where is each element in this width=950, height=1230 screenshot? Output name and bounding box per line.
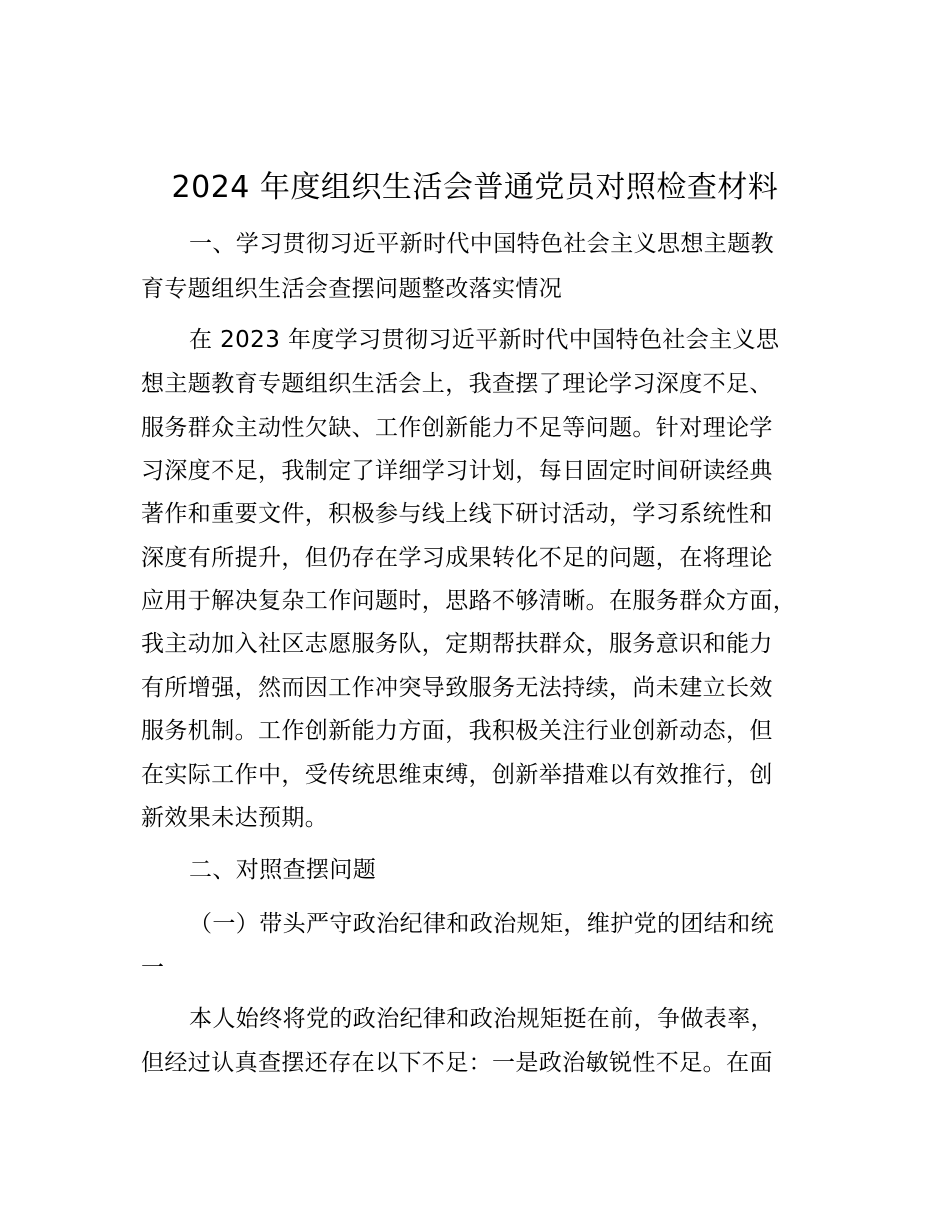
- paragraph-line: 本人始终将党的政治纪律和政治规矩挺在前，争做表率，: [189, 1006, 774, 1032]
- paragraph-line: 服务机制。工作创新能力方面，我积极关注行业创新动态，但: [141, 718, 773, 744]
- paragraph-line: 有所增强，然而因工作冲突导致服务无法持续，尚未建立长效: [141, 675, 773, 701]
- paragraph-line: 应用于解决复杂工作问题时，思路不够清晰。在服务群众方面，: [141, 588, 797, 614]
- paragraph-line: 我主动加入社区志愿服务队，定期帮扶群众，服务意识和能力: [141, 631, 773, 657]
- paragraph-line: 深度有所提升，但仍存在学习成果转化不足的问题，在将理论: [141, 545, 773, 571]
- section-heading-1-cont: 育专题组织生活会查摆问题整改落实情况: [141, 276, 563, 302]
- subsection-heading-1: （一）带头严守政治纪律和政治规矩，维护党的团结和统: [189, 911, 774, 937]
- section-heading-1: 一、学习贯彻习近平新时代中国特色社会主义思想主题教: [189, 231, 774, 257]
- paragraph-line: 在 2023 年度学习贯彻习近平新时代中国特色社会主义思: [189, 327, 780, 353]
- section-heading-2: 二、对照查摆问题: [189, 857, 377, 883]
- paragraph-line: 想主题教育专题组织生活会上，我查摆了理论学习深度不足、: [141, 371, 773, 397]
- paragraph-line: 服务群众主动性欠缺、工作创新能力不足等问题。针对理论学: [141, 415, 773, 441]
- paragraph-line: 但经过认真查摆还存在以下不足：一是政治敏锐性不足。在面: [141, 1050, 773, 1076]
- paragraph-line: 习深度不足，我制定了详细学习计划，每日固定时间研读经典: [141, 458, 773, 484]
- document-title: 2024 年度组织生活会普通党员对照检查材料: [171, 170, 779, 205]
- subsection-heading-1-cont: 一: [141, 955, 165, 981]
- paragraph-line: 在实际工作中，受传统思维束缚，创新举措难以有效推行，创: [141, 762, 773, 788]
- paragraph-line: 新效果未达预期。: [141, 805, 329, 831]
- paragraph-line: 著作和重要文件，积极参与线上线下研讨活动，学习系统性和: [141, 501, 773, 527]
